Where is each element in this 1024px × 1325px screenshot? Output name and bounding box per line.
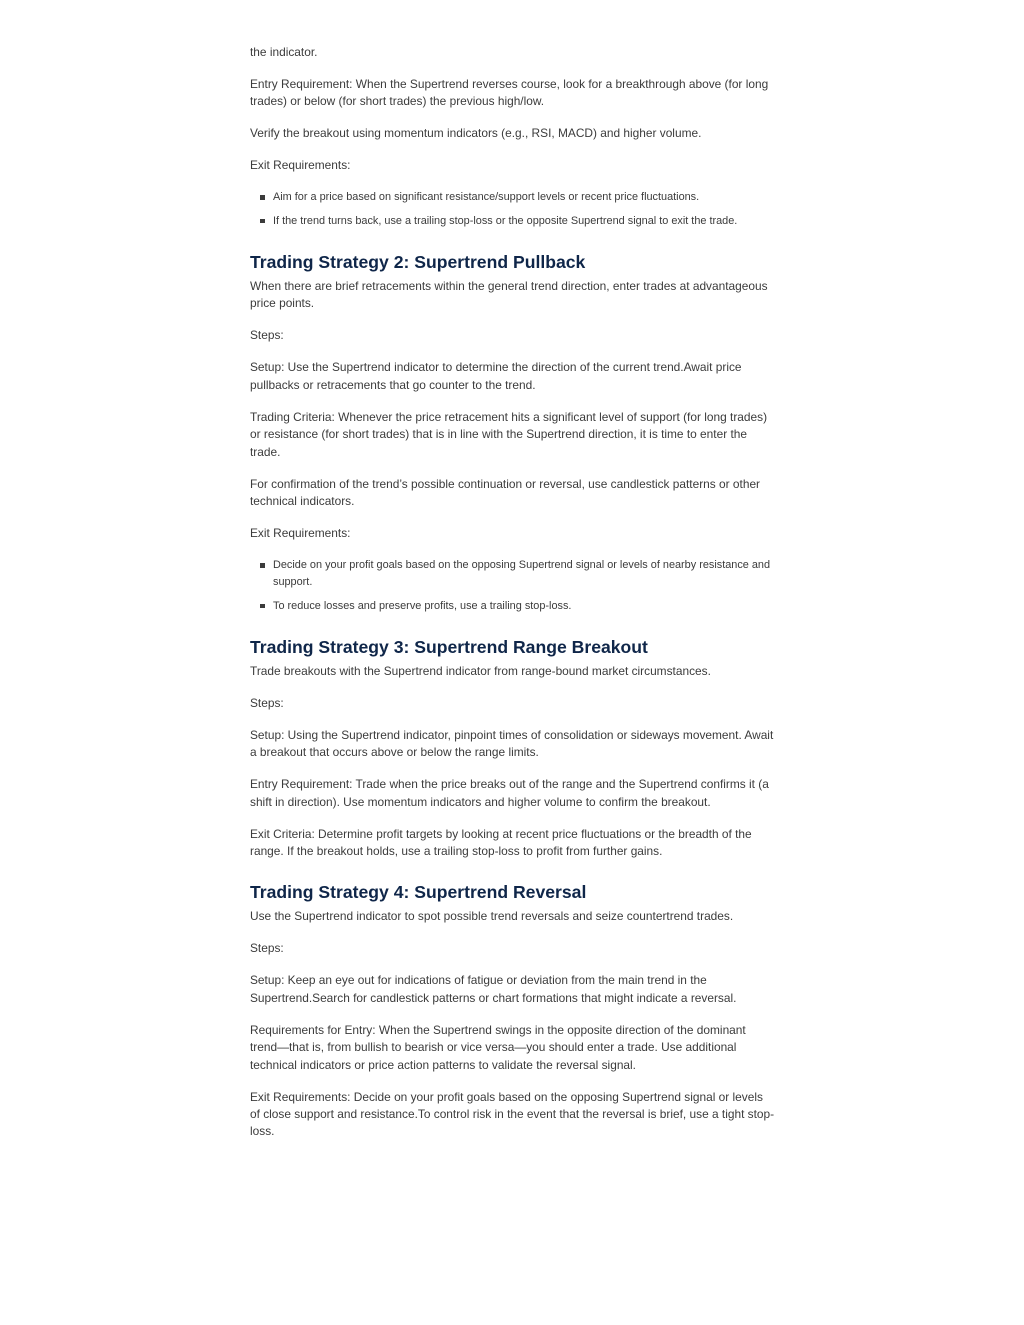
strategy-2-trading-criteria: Trading Criteria: Whenever the price retracement hits a significant level of support (for long trades) or resistance (for short trades) that is in line with the Supertrend direction, it is time to enter the trade.: [250, 409, 768, 459]
strategy-4-setup: Setup: Keep an eye out for indications of fatigue or deviation from the main trend in the Supertrend.Search for candlestick patterns or chart formations that might indicate a reversal.: [250, 973, 737, 1005]
intro-entry-requirement: Entry Requirement: When the Supertrend reverses course, look for a breakthrough above (for long trades) or below (for short trades) the previous high/low.: [250, 77, 769, 109]
article-content: [250, 44, 776, 1155]
list-item: If the trend turns back, use a trailing stop-loss or the opposite Supertrend signal to exit the trade.: [273, 213, 776, 230]
list-item: Decide on your profit goals based on the opposing Supertrend signal or levels of nearby resistance and support.: [273, 557, 776, 591]
strategy-2-heading: Trading Strategy 2: Supertrend Pullback: [250, 252, 586, 272]
strategy-2-exit-list: [250, 557, 776, 615]
strategy-4-steps-label: Steps:: [250, 941, 284, 956]
strategy-4-heading: Trading Strategy 4: Supertrend Reversal: [250, 882, 587, 903]
strategy-3-heading: Trading Strategy 3: Supertrend Range Breakout: [250, 636, 648, 657]
intro-continuation: the indicator.: [250, 45, 318, 59]
strategy-2-exit-requirements-label: Exit Requirements:: [250, 526, 351, 541]
strategy-4-entry-requirements: Requirements for Entry: When the Supertrend swings in the opposite direction of the dominant trend—that is, from bullish to bearish or vice versa—you should enter a trade. Use additional technical indicators or price action patterns to validate the reversal signal.: [250, 1022, 746, 1072]
list-item: To reduce losses and preserve profits, use a trailing stop-loss.: [273, 598, 776, 615]
strategy-3-description: Trade breakouts with the Supertrend indicator from range-bound market circumstances.: [250, 663, 711, 678]
intro-exit-requirements-label: Exit Requirements:: [250, 158, 351, 173]
strategy-2-confirmation: For confirmation of the trend’s possible continuation or reversal, use candlestick patterns or other technical indicators.: [250, 476, 761, 509]
strategy-3-entry-requirement: Entry Requirement: Trade when the price breaks out of the range and the Supertrend confirms it (a shift in direction). Use momentum indicators and higher volume to confirm the breakout.: [250, 777, 769, 809]
strategy-4-exit-requirements: Exit Requirements: Decide on your profit goals based on the opposing Supertrend signal or levels of close support and resistance.To control risk in the event that the reversal is brief, use a tight stop-loss.: [250, 1089, 775, 1139]
intro-exit-list: [250, 189, 776, 230]
strategy-2-steps-label: Steps:: [250, 328, 284, 343]
strategy-4-description: Use the Supertrend indicator to spot possible trend reversals and seize countertrend trades.: [250, 909, 734, 924]
intro-verify-breakout: Verify the breakout using momentum indicators (e.g., RSI, MACD) and higher volume.: [250, 126, 702, 141]
strategy-3-exit-criteria: Exit Criteria: Determine profit targets by looking at recent price fluctuations or the breadth of the range. If the breakout holds, use a trailing stop-loss to profit from further gains.: [250, 826, 752, 859]
strategy-2-setup: Setup: Use the Supertrend indicator to determine the direction of the current trend.Await price pullbacks or retracements that go counter to the trend.: [250, 360, 742, 392]
strategy-3-setup: Setup: Using the Supertrend indicator, pinpoint times of consolidation or sideways movement. Await a breakout that occurs above or below the range limits.: [250, 727, 774, 760]
strategy-2-description: When there are brief retracements within the general trend direction, enter trades at advantageous price points.: [250, 279, 768, 311]
list-item: Aim for a price based on significant resistance/support levels or recent price fluctuations.: [273, 189, 776, 206]
strategy-3-steps-label: Steps:: [250, 695, 284, 710]
